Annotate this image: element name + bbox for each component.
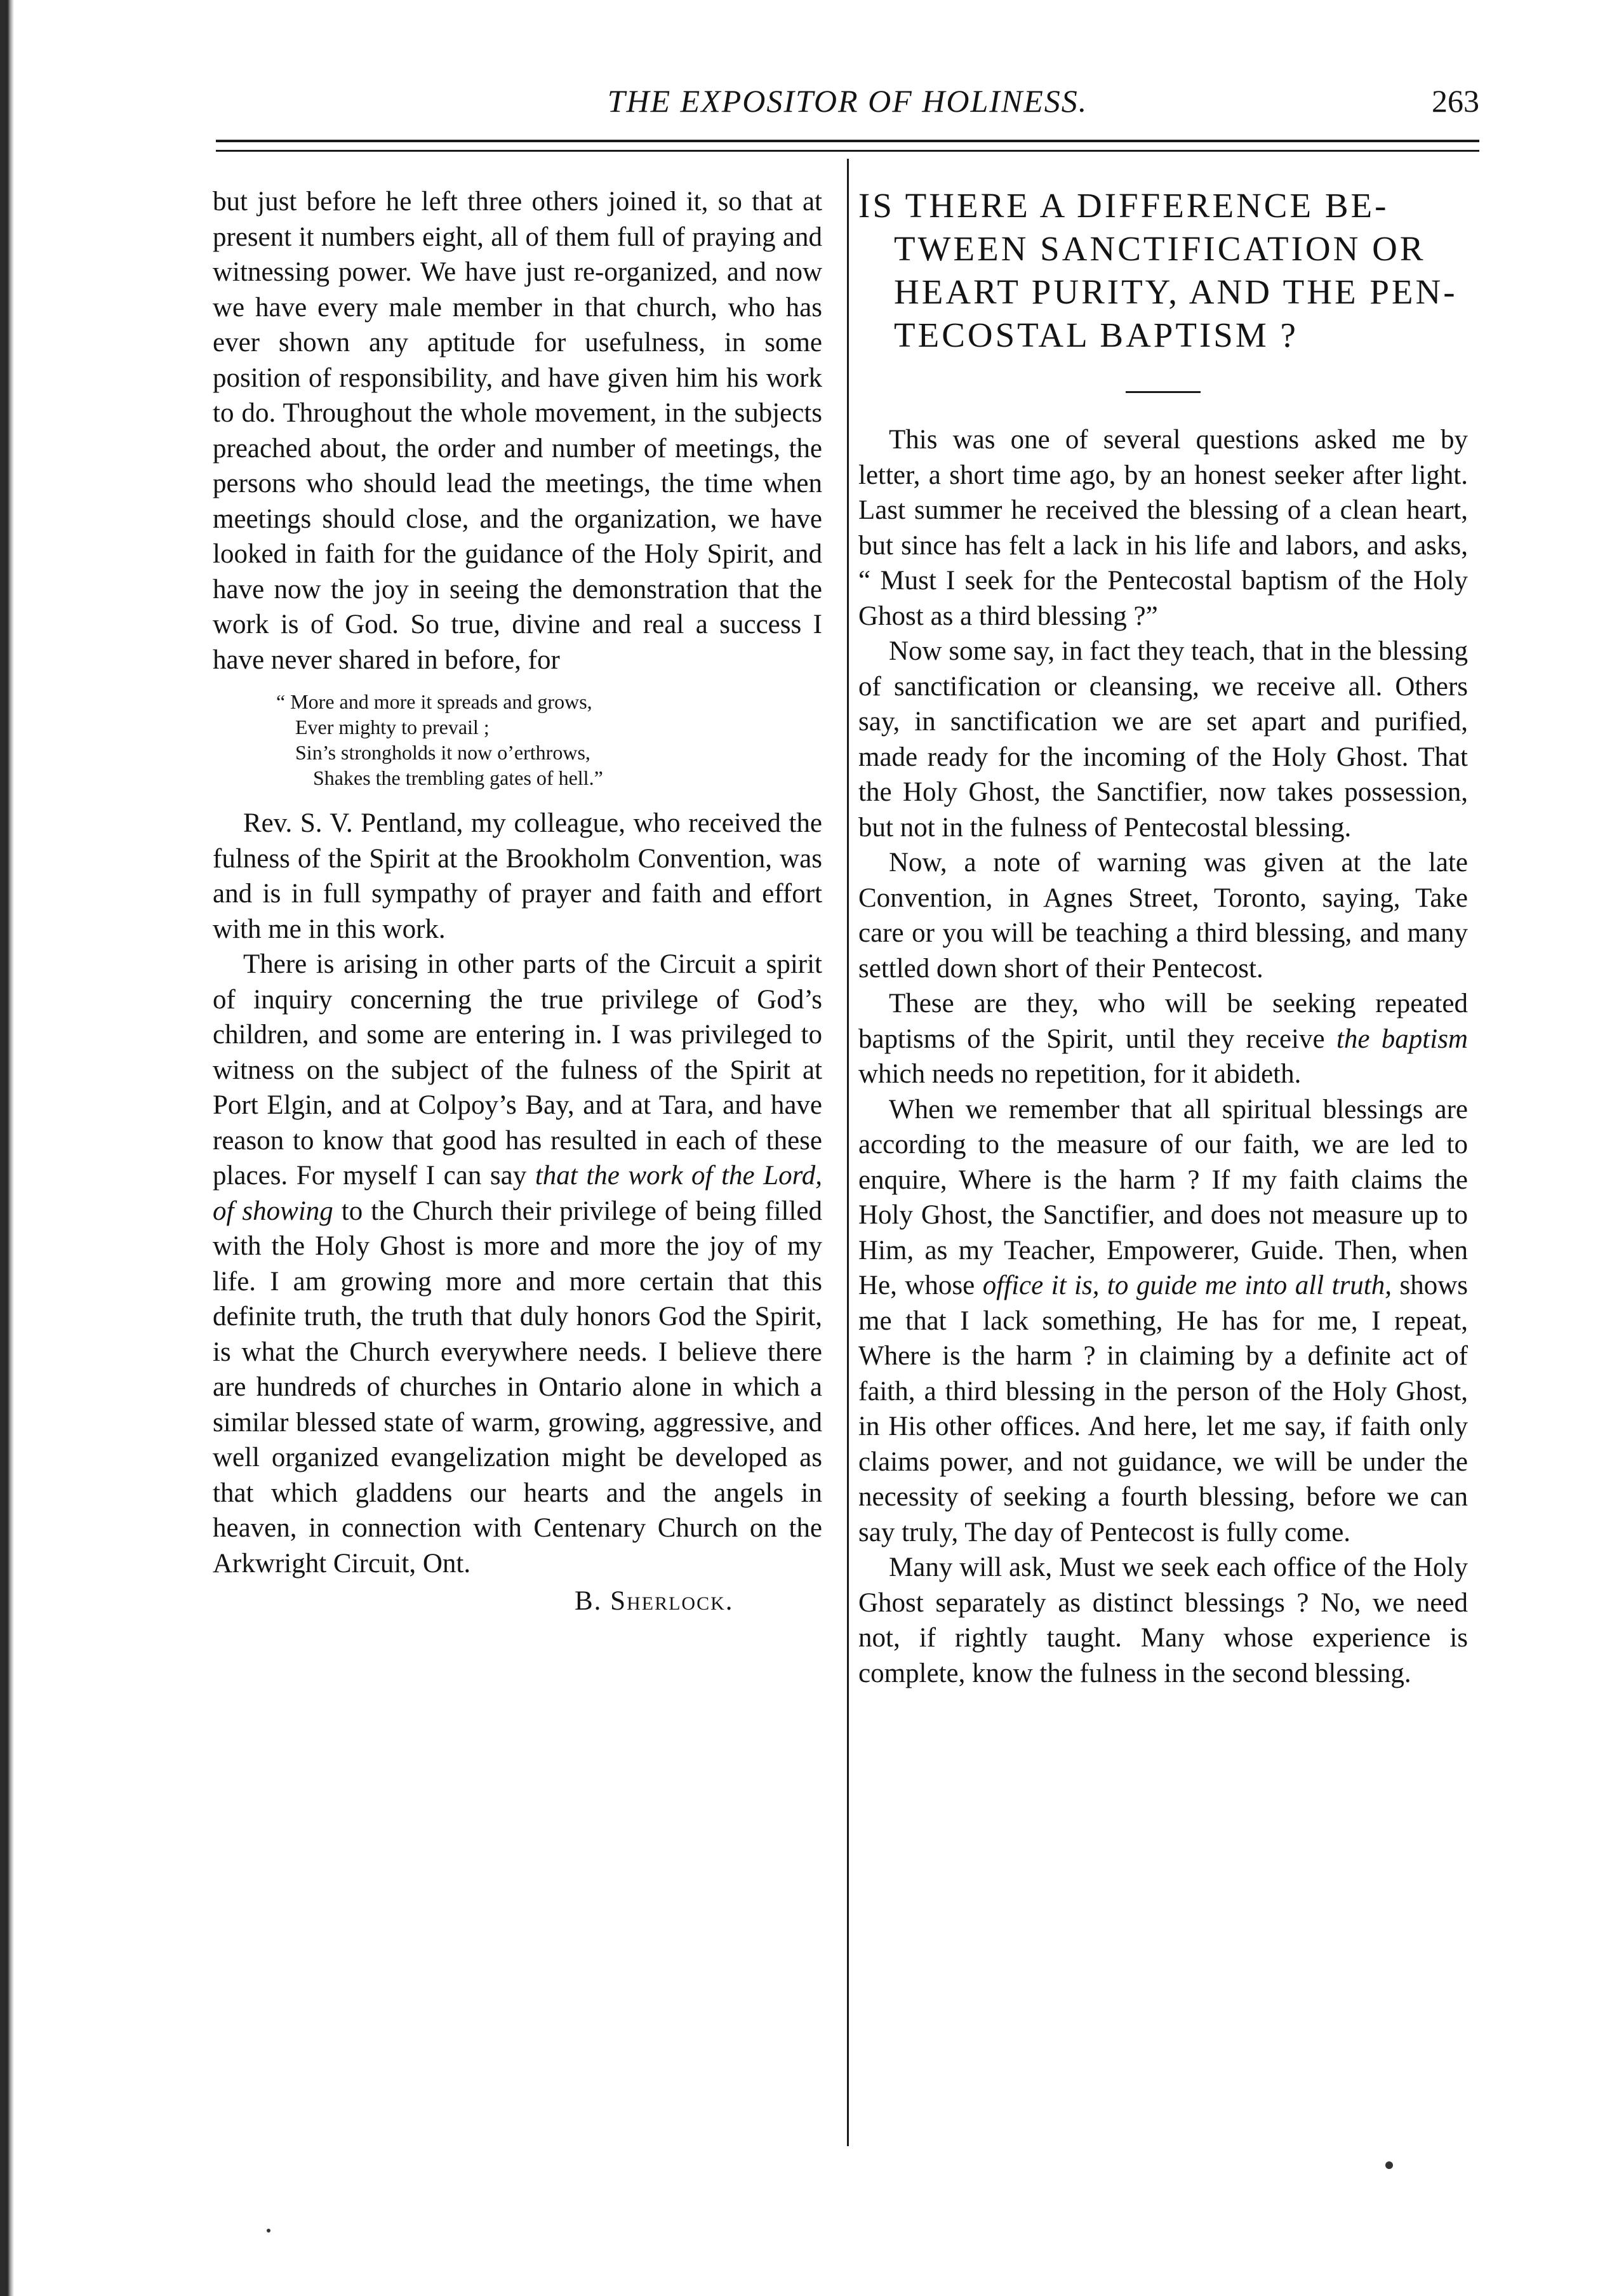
right-paragraph-4 xyxy=(858,986,1468,1092)
right-paragraph-5-text-b: shows me that I lack something, He has for me, I repeat, Where is the harm ? in claiming by a definite act of faith, a third blessing in the person of the Holy Ghost, in His other offices. And here, let me say, if faith only claims power, and not guidance, we will be under the necessity of seeking a fourth blessing, before we can say truly, The day of Pentecost is fully come. xyxy=(858,1271,1468,1547)
hymn-verse xyxy=(213,689,822,791)
ink-speck xyxy=(1385,2161,1393,2169)
right-paragraph-4-italic: the baptism xyxy=(1336,1024,1468,1054)
right-paragraph-4-text-a: These are they, who will be seeking repeated baptisms of the Spirit, until they receive xyxy=(858,989,1468,1054)
page-number: 263 xyxy=(1432,83,1479,119)
ink-speck xyxy=(267,2229,270,2233)
left-paragraph-1: but just before he left three others joined it, so that at present it numbers eight, all of them full of praying and witnessing power. We have just re-organized, and now we have every male member in that church, who has ever shown any aptitude for usefulness, in some position of responsibility, and have given him his work to do. Throughout the whole movement, in the subjects preached about, the order and number of meetings, the persons who should lead the meetings, the time when meetings should close, and the organization, we have looked in faith for the guidance of the Holy Spirit, and have now the joy in seeing the demonstration that the work is of God. So true, divine and real a success I have never shared in before, for xyxy=(213,187,822,675)
right-paragraph-4-text-b: which needs no repetition, for it abideth. xyxy=(858,1059,1302,1089)
author-signature: B. Sherlock. xyxy=(575,1586,734,1616)
column-divider xyxy=(847,159,849,2146)
left-column xyxy=(213,184,822,1619)
header-rule-lower xyxy=(216,150,1479,152)
page-header xyxy=(216,83,1479,133)
verse-line-1: “ More and more it spreads and grows, xyxy=(276,690,592,713)
right-paragraph-5-text-a: When we remember that all spiritual blessings are according to the measure of our faith, we are led to enquire, Where is the harm ? If my faith claims the Holy Ghost, the Sanctifier, and does not measure up to Him, as my Teacher, Empowerer, Guide. Then, when He, whose xyxy=(858,1094,1468,1300)
right-column xyxy=(858,184,1468,1691)
right-paragraph-5 xyxy=(858,1092,1468,1551)
left-paragraph-2: Rev. S. V. Pentland, my colleague, who received the fulness of the Spirit at the Brookholm Convention, was and is in full sympathy of prayer and faith and effort with me in this work. xyxy=(213,808,822,944)
title-separator-rule xyxy=(1126,391,1201,393)
title-line-4: TECOSTAL BAPTISM ? xyxy=(894,316,1298,354)
left-paragraph-3-italic: that the work of the Lord, of showing xyxy=(213,1161,822,1226)
title-line-1: IS THERE A DIFFERENCE BE- xyxy=(858,186,1389,225)
verse-line-3: Sin’s strongholds it now o’erthrows, xyxy=(295,741,590,764)
right-paragraph-2: Now some say, in fact they teach, that in the blessing of sanctification or cleansing, we receive all. Others say, in sanctification we are set apart and purified, made ready for the incoming of the Holy Ghost. That the Holy Ghost, the Sanctifier, now takes possession, but not in the fulness of Pentecostal blessing. xyxy=(858,636,1468,843)
right-paragraph-6: Many will ask, Must we seek each office of the Holy Ghost separately as distinct blessings ? No, we need not, if rightly taught. Many whose experience is complete, know the fulness in the second blessing. xyxy=(858,1552,1468,1688)
verse-line-4: Shakes the trembling gates of hell.” xyxy=(313,766,603,789)
verse-line-2: Ever mighty to prevail ; xyxy=(295,716,490,738)
left-paragraph-3 xyxy=(213,947,822,1581)
title-line-3: HEART PURITY, AND THE PEN- xyxy=(894,272,1458,311)
running-title: THE EXPOSITOR OF HOLINESS. xyxy=(607,83,1088,119)
title-line-2: TWEEN SANCTIFICATION OR xyxy=(894,229,1426,268)
header-rule-upper xyxy=(216,140,1479,142)
right-paragraph-3: Now, a note of warning was given at the late Convention, in Agnes Street, Toronto, saying, Take care or you will be teaching a third blessing, and many settled down short of their Pentecost. xyxy=(858,848,1468,984)
article-title xyxy=(858,184,1468,357)
left-paragraph-3-text-b: to the Church their privilege of being filled with the Holy Ghost is more and more the joy of my life. I am growing more and more certain that this definite truth, the truth that duly honors God the Spirit, is what the Church everywhere needs. I believe there are hundreds of churches in Ontario alone in which a similar blessed state of warm, growing, aggressive, and well organized evangelization might be developed as that which gladdens our hearts and the angels in heaven, in connection with Centenary Church on the Arkwright Circuit, Ont. xyxy=(213,1196,822,1578)
binding-edge xyxy=(0,0,14,2296)
right-paragraph-5-italic: office it is, to guide me into all truth, xyxy=(982,1271,1392,1300)
left-paragraph-3-text-a: There is arising in other parts of the Circuit a spirit of inquiry concerning the true privilege of God’s children, and some are entering in. I was privileged to witness on the subject of the fulness of the Spirit at Port Elgin, and at Colpoy’s Bay, and at Tara, and have reason to know that good has resulted in each of these places. For myself I can say xyxy=(213,949,822,1191)
right-paragraph-1: This was one of several questions asked me by letter, a short time ago, by an honest seeker after light. Last summer he received the blessing of a clean heart, but since has felt a lack in his life and labors, and asks, “ Must I seek for the Pentecostal baptism of the Holy Ghost as a third blessing ?” xyxy=(858,425,1468,631)
